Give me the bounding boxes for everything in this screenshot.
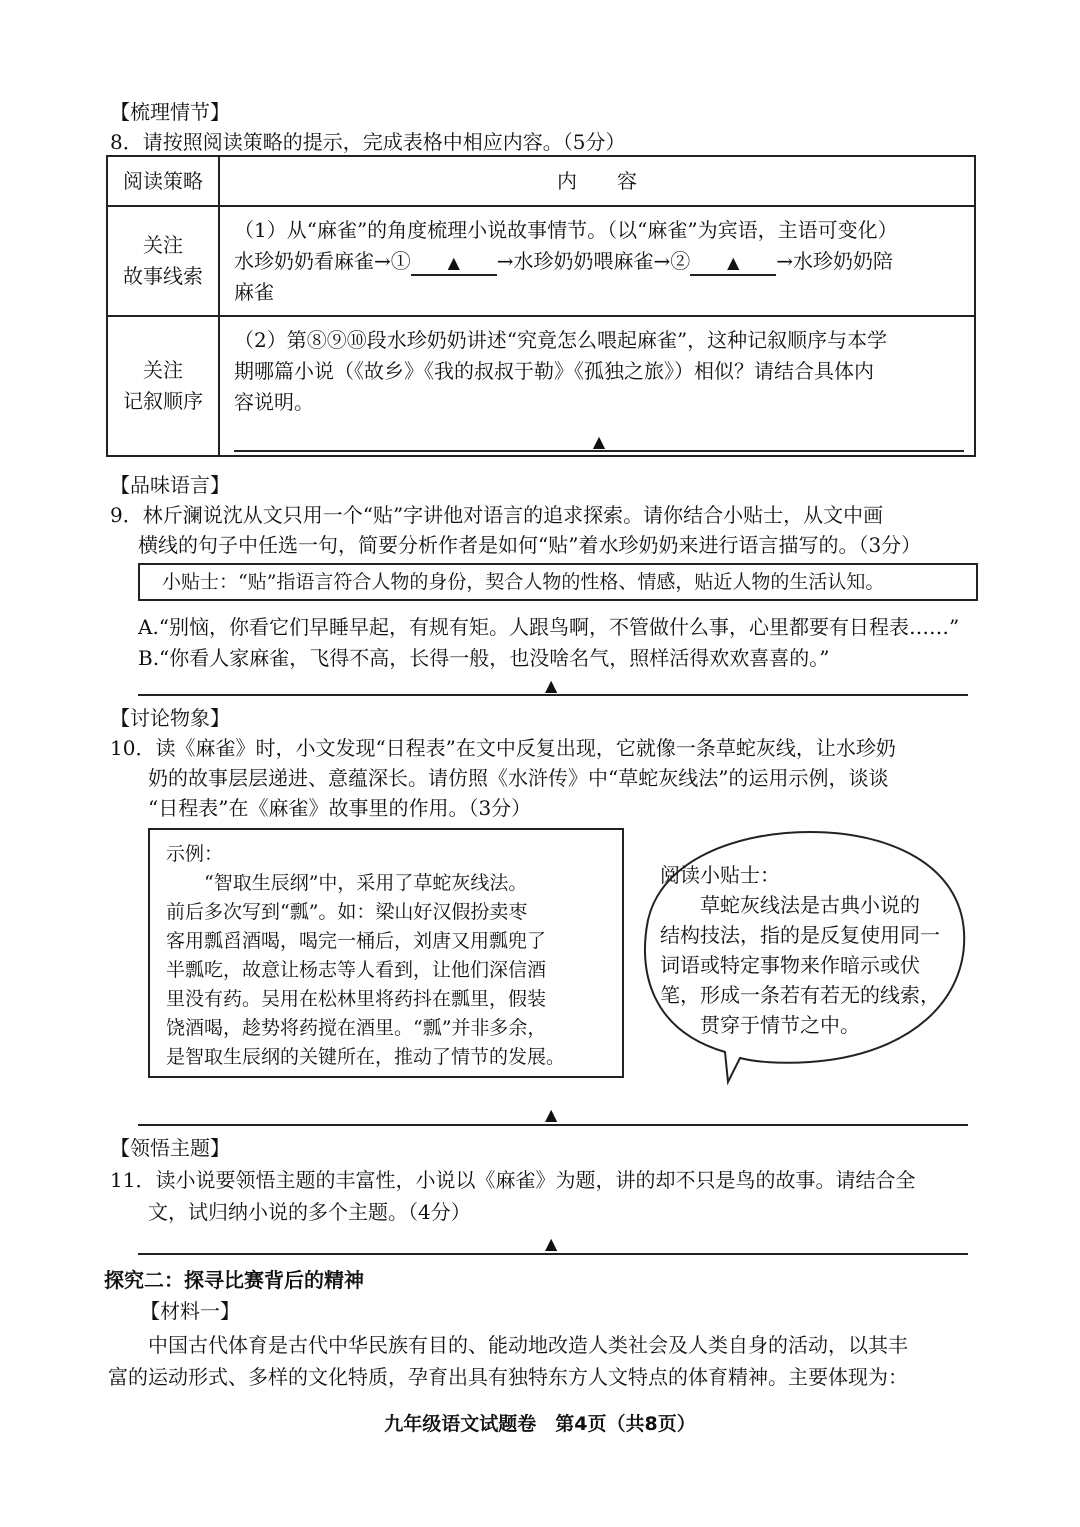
content-story-clue	[219, 206, 975, 316]
material-paragraph-line: 中国古代体育是古代中华民族有目的、能动地改造人类社会及人类自身的活动，以其丰	[148, 1333, 908, 1357]
header-strategy: 阅读策略	[107, 156, 219, 206]
content-line: 期哪篇小说（《故乡》《我的叔叔于勒》《孤独之旅》）相似？请结合具体内	[234, 359, 874, 383]
q8-prompt: 8．请按照阅读策略的提示，完成表格中相应内容。（5分）	[110, 130, 626, 154]
answer-mark: ▲	[727, 252, 740, 272]
q9-tip-box: 小贴士：“贴”指语言符合人物的身份，契合人物的性格、情感，贴近人物的生活认知。	[138, 563, 978, 601]
q9-prompt-line: 横线的句子中任选一句，简要分析作者是如何“贴”着水珍奶奶来进行语言描写的。（3分）	[138, 533, 922, 557]
q9-section-title: 【品味语言】	[110, 473, 230, 497]
q10-answer-line[interactable]	[138, 1124, 968, 1126]
example-line: 示例：	[166, 843, 224, 865]
content-line: 麻雀	[234, 279, 274, 304]
example-line: 里没有药。吴用在松林里将药抖在瓢里，假装	[166, 988, 547, 1010]
strategy-story-clue	[107, 206, 219, 316]
q10-prompt-line: “日程表”在《麻雀》故事里的作用。（3分）	[148, 796, 532, 820]
bubble-line: 阅读小贴士：	[660, 863, 780, 887]
answer-mark: ▲	[447, 252, 460, 272]
plot-text: →水珍奶奶喂麻雀→②	[496, 248, 691, 273]
table-row	[107, 206, 975, 316]
table-row	[107, 316, 975, 456]
example-line: 饶酒喝，趁势将药搅在酒里。“瓢”并非多余，	[166, 1017, 547, 1039]
answer-area[interactable]	[234, 418, 964, 454]
content-narrative-order	[219, 316, 975, 456]
answer-mark: ▲	[592, 432, 606, 451]
example-line: 客用瓢舀酒喝，喝完一桶后，刘唐又用瓢兜了	[166, 930, 547, 952]
q8-table	[106, 155, 976, 457]
answer-blank-1[interactable]	[411, 250, 497, 276]
answer-mark: ▲	[545, 676, 558, 695]
table-header-row	[107, 156, 975, 206]
explore2-title: 探究二：探寻比赛背后的精神	[104, 1268, 364, 1292]
bubble-line: 贯穿于情节之中。	[660, 1013, 860, 1037]
header-content: 内 容	[219, 156, 975, 206]
q9-option-b: B.“你看人家麻雀，飞得不高，长得一般，也没啥名气，照样活得欢欢喜喜的。”	[138, 646, 830, 670]
material-one-label: 【材料一】	[140, 1299, 240, 1323]
bubble-line: 词语或特定事物来作暗示或伏	[660, 953, 920, 977]
content-line	[234, 246, 964, 277]
plot-text: →水珍奶奶陪	[776, 248, 894, 273]
bubble-line: 草蛇灰线法是古典小说的	[660, 893, 920, 917]
q10-section-title: 【讨论物象】	[110, 706, 230, 730]
material-paragraph-line: 富的运动形式、多样的文化特质，孕育出具有独特东方人文特点的体育精神。主要体现为：	[108, 1365, 908, 1389]
content-line: （2）第⑧⑨⑩段水珍奶奶讲述“究竟怎么喂起麻雀”，这种记叙顺序与本学	[234, 328, 888, 352]
example-line: 是智取生辰纲的关键所在，推动了情节的发展。	[166, 1046, 566, 1068]
strategy-narrative-order	[107, 316, 219, 456]
strategy-line: 记叙顺序	[123, 389, 203, 413]
content-line: 容说明。	[234, 390, 314, 414]
q11-section-title: 【领悟主题】	[110, 1136, 230, 1160]
q10-prompt-line: 10．读《麻雀》时，小文发现“日程表”在文中反复出现，它就像一条草蛇灰线，让水珍奶	[110, 736, 896, 760]
page-footer: 九年级语文试题卷 第4页（共8页）	[384, 1413, 696, 1435]
plot-text: 水珍奶奶看麻雀→①	[234, 248, 411, 273]
example-line: “智取生辰纲”中，采用了草蛇灰线法。	[166, 872, 528, 894]
q11-answer-line[interactable]	[138, 1253, 968, 1255]
q11-prompt-line: 文，试归纳小说的多个主题。（4分）	[148, 1200, 471, 1224]
bubble-text	[660, 860, 940, 1040]
example-line: 前后多次写到“瓢”。如：梁山好汉假扮卖枣	[166, 901, 528, 923]
q9-prompt-line: 9．林斤澜说沈从文只用一个“贴”字讲他对语言的追求探索。请你结合小贴士，从文中画	[110, 503, 884, 527]
strategy-line: 关注	[143, 358, 183, 382]
bubble-line: 结构技法，指的是反复使用同一	[660, 923, 940, 947]
q10-example-box	[148, 828, 624, 1078]
answer-mark: ▲	[545, 1234, 558, 1253]
q9-option-a: A.“别恼，你看它们早睡早起，有规有矩。人跟鸟啊，不管做什么事，心里都要有日程表……”	[138, 615, 960, 639]
q8-section-title: 【梳理情节】	[110, 100, 230, 124]
strategy-line: 故事线索	[123, 264, 203, 288]
bubble-line: 笔，形成一条若有若无的线索，	[660, 983, 940, 1007]
answer-mark: ▲	[545, 1105, 558, 1124]
answer-blank-2[interactable]	[690, 250, 776, 276]
example-line: 半瓢吃，故意让杨志等人看到，让他们深信酒	[166, 959, 547, 981]
q10-prompt-line: 奶的故事层层递进、意蕴深长。请仿照《水浒传》中“草蛇灰线法”的运用示例，谈谈	[148, 766, 889, 790]
q11-prompt-line: 11．读小说要领悟主题的丰富性，小说以《麻雀》为题，讲的却不只是鸟的故事。请结合全	[110, 1168, 916, 1192]
content-line: （1）从“麻雀”的角度梳理小说故事情节。（以“麻雀”为宾语，主语可变化）	[234, 217, 898, 242]
strategy-line: 关注	[143, 233, 183, 257]
